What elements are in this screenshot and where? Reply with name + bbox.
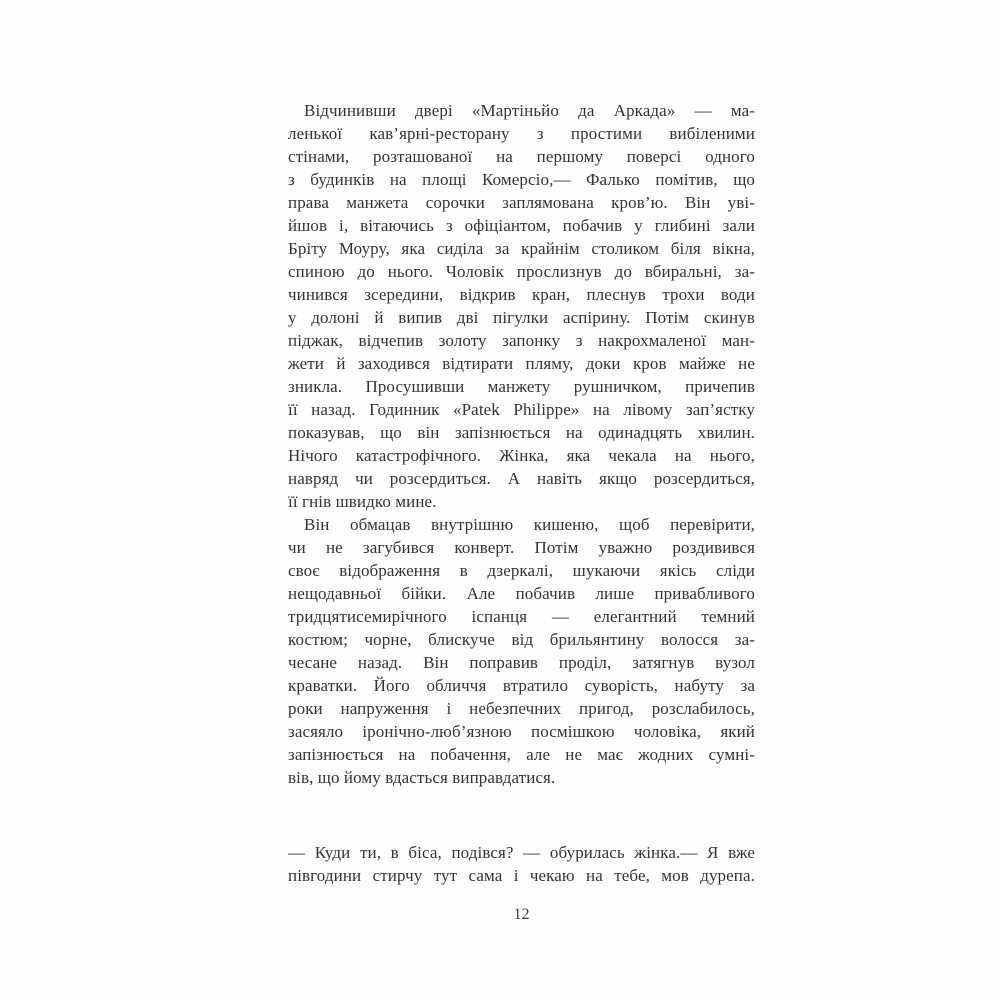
text-line: засяяло іронічно-люб’язною посмішкою чоловіка, який — [288, 722, 755, 741]
text-line: — Куди ти, в біса, подівся? — обурилась жінка.— Я вже — [288, 843, 755, 862]
paragraph — [288, 841, 755, 887]
text-line: її назад. Годинник «Patek Philippe» на лівому зап’ястку — [288, 400, 755, 419]
text-line: чинився зсередини, відкрив кран, плеснув трохи води — [288, 285, 755, 304]
text-line: її гнів швидко мине. — [288, 492, 437, 511]
text-line: ленької кав’ярні-ресторану з простими вибіленими — [288, 124, 755, 143]
text-line: зникла. Просушивши манжету рушничком, причепив — [288, 377, 755, 396]
text-line: вів, що йому вдасться виправдатися. — [288, 768, 556, 787]
paragraph — [288, 513, 755, 789]
text-line: показував, що він запізнюється на одинадцять хвилин. — [288, 423, 755, 442]
text-line: півгодини стирчу тут сама і чекаю на тебе, мов дурепа. — [288, 866, 755, 885]
text-line: права манжета сорочки заплямована кров’ю. Він уві- — [288, 193, 755, 212]
text-line: піджак, відчепив золоту запонку з накрохмаленої ман- — [288, 331, 755, 350]
text-line: Нічого катастрофічного. Жінка, яка чекала на нього, — [288, 446, 755, 465]
text-line: Бріту Моуру, яка сиділа за крайнім столиком біля вікна, — [288, 239, 755, 258]
text-line: костюм; чорне, блискуче від брильянтину волосся за- — [288, 630, 755, 649]
text-line: своє відображення в дзеркалі, шукаючи якісь сліди — [288, 561, 755, 580]
text-block — [288, 99, 755, 887]
text-line: чи не загубився конверт. Потім уважно роздивився — [288, 538, 755, 557]
text-line: навряд чи розсердиться. А навіть якщо розсердиться, — [288, 469, 755, 488]
paragraph — [288, 99, 755, 513]
text-line: у долоні й випив дві пігулки аспірину. Потім скинув — [288, 308, 755, 327]
text-line: чесане назад. Він поправив проділ, затягнув вузол — [288, 653, 755, 672]
text-line: жети й заходився відтирати пляму, доки кров майже не — [288, 354, 755, 373]
text-line: спиною до нього. Чоловік прослизнув до вбиральні, за- — [288, 262, 755, 281]
text-line: стінами, розташованої на першому поверсі одного — [288, 147, 755, 166]
text-line: нещодавньої бійки. Але побачив лише привабливого — [288, 584, 755, 603]
text-line: Відчинивши двері «Мартіньйо да Аркада» — ма- — [304, 101, 755, 120]
text-line: з будинків на площі Комерсіо,— Фалько помітив, що — [288, 170, 755, 189]
text-line: Він обмацав внутрішню кишеню, щоб перевірити, — [304, 515, 755, 534]
text-line: тридцятисемирічного іспанця — елегантний темний — [288, 607, 755, 626]
text-line: роки напруження і небезпечних пригод, розслабилось, — [288, 699, 755, 718]
text-line: йшов і, вітаючись з офіціантом, побачив у глибині зали — [288, 216, 755, 235]
text-line: краватки. Його обличчя втратило суворість, набуту за — [288, 676, 755, 695]
text-line: запізнюється на побачення, але не має жодних сумні- — [288, 745, 755, 764]
page-number: 12 — [513, 906, 530, 923]
